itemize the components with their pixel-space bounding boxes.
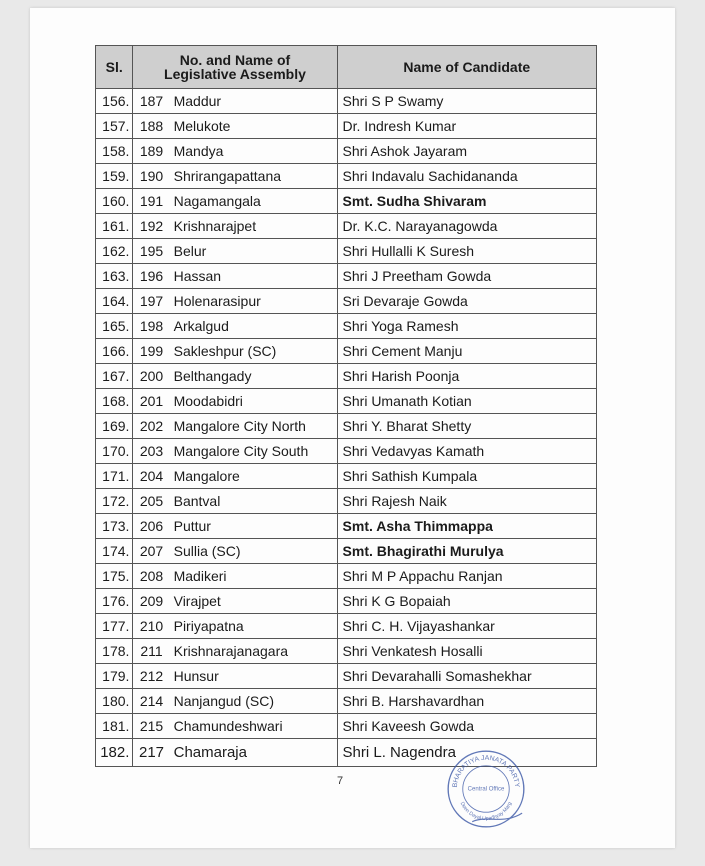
assembly-number-cell: 187 [133,89,170,114]
assembly-number-cell: 207 [133,539,170,564]
table-row [96,714,597,739]
serial-number-cell: 175. [96,564,133,589]
assembly-name-cell: Hassan [170,264,337,289]
candidate-name-cell: Shri Y. Bharat Shetty [337,414,596,439]
table-row [96,89,597,114]
table-row [96,514,597,539]
table-row [96,439,597,464]
assembly-name-cell: Nagamangala [170,189,337,214]
candidate-name-cell: Shri S P Swamy [337,89,596,114]
candidate-name-cell: Shri Devarahalli Somashekhar [337,664,596,689]
assembly-number-cell: 208 [133,564,170,589]
table-row [96,464,597,489]
candidate-name-cell: Shri C. H. Vijayashankar [337,614,596,639]
assembly-number-cell: 210 [133,614,170,639]
assembly-name-cell: Chamaraja [170,739,337,767]
serial-number-cell: 169. [96,414,133,439]
table-header-row [96,46,597,89]
assembly-number-cell: 196 [133,264,170,289]
assembly-name-cell: Krishnarajpet [170,214,337,239]
serial-number-cell: 181. [96,714,133,739]
serial-number-cell: 168. [96,389,133,414]
assembly-number-cell: 202 [133,414,170,439]
assembly-name-cell: Moodabidri [170,389,337,414]
serial-number-cell: 173. [96,514,133,539]
assembly-name-cell: Shrirangapattana [170,164,337,189]
assembly-number-cell: 217 [133,739,170,767]
assembly-name-cell: Chamundeshwari [170,714,337,739]
table-row [96,689,597,714]
assembly-number-cell: 188 [133,114,170,139]
assembly-number-cell: 211 [133,639,170,664]
candidate-name-cell: Shri M P Appachu Ranjan [337,564,596,589]
candidate-name-cell: Shri Harish Poonja [337,364,596,389]
table-row [96,364,597,389]
header-sl: Sl. [96,46,133,89]
header-assembly [133,46,337,89]
assembly-number-cell: 197 [133,289,170,314]
table-row [96,114,597,139]
assembly-number-cell: 191 [133,189,170,214]
candidate-name-cell: Shri Ashok Jayaram [337,139,596,164]
assembly-name-cell: Mangalore City South [170,439,337,464]
assembly-name-cell: Sakleshpur (SC) [170,339,337,364]
table-row [96,189,597,214]
serial-number-cell: 165. [96,314,133,339]
assembly-number-cell: 206 [133,514,170,539]
assembly-name-cell: Bantval [170,489,337,514]
table-row [96,239,597,264]
candidate-name-cell: Dr. K.C. Narayanagowda [337,214,596,239]
header-candidate: Name of Candidate [337,46,596,89]
assembly-number-cell: 204 [133,464,170,489]
assembly-name-cell: Mangalore City North [170,414,337,439]
serial-number-cell: 177. [96,614,133,639]
serial-number-cell: 161. [96,214,133,239]
serial-number-cell: 180. [96,689,133,714]
serial-number-cell: 170. [96,439,133,464]
serial-number-cell: 182. [96,739,133,767]
assembly-name-cell: Puttur [170,514,337,539]
assembly-name-cell: Holenarasipur [170,289,337,314]
candidate-name-cell: Shri L. Nagendra [337,739,596,767]
document-page [30,8,675,848]
page-number: 7 [337,775,344,787]
assembly-name-cell: Mandya [170,139,337,164]
serial-number-cell: 171. [96,464,133,489]
candidate-name-cell: Shri Sathish Kumpala [337,464,596,489]
candidate-table [95,45,597,767]
table-row [96,139,597,164]
candidate-name-cell: Shri B. Harshavardhan [337,689,596,714]
serial-number-cell: 172. [96,489,133,514]
table-row [96,564,597,589]
candidate-name-cell: Smt. Bhagirathi Murulya [337,539,596,564]
assembly-number-cell: 200 [133,364,170,389]
assembly-name-cell: Maddur [170,89,337,114]
party-seal-stamp [443,746,529,832]
assembly-number-cell: 214 [133,689,170,714]
serial-number-cell: 164. [96,289,133,314]
assembly-number-cell: 198 [133,314,170,339]
assembly-number-cell: 205 [133,489,170,514]
candidate-name-cell: Shri Kaveesh Gowda [337,714,596,739]
candidate-name-cell: Shri Rajesh Naik [337,489,596,514]
candidate-name-cell: Shri J Preetham Gowda [337,264,596,289]
table-row [96,214,597,239]
table-row [96,664,597,689]
candidate-name-cell: Shri Cement Manju [337,339,596,364]
candidate-name-cell: Shri Umanath Kotian [337,389,596,414]
assembly-name-cell: Belur [170,239,337,264]
table-row [96,589,597,614]
serial-number-cell: 163. [96,264,133,289]
assembly-number-cell: 201 [133,389,170,414]
assembly-name-cell: Sullia (SC) [170,539,337,564]
assembly-number-cell: 190 [133,164,170,189]
candidate-name-cell: Dr. Indresh Kumar [337,114,596,139]
seal-bottom-text: Deen Dayal Upadhyay Marg [458,801,514,823]
serial-number-cell: 157. [96,114,133,139]
table-row [96,339,597,364]
assembly-name-cell: Virajpet [170,589,337,614]
table-row [96,614,597,639]
assembly-name-cell: Arkalgud [170,314,337,339]
assembly-name-cell: Hunsur [170,664,337,689]
serial-number-cell: 176. [96,589,133,614]
candidate-name-cell: Smt. Sudha Shivaram [337,189,596,214]
table-body [96,89,597,767]
assembly-name-cell: Mangalore [170,464,337,489]
assembly-number-cell: 209 [133,589,170,614]
candidate-name-cell: Shri Vedavyas Kamath [337,439,596,464]
assembly-number-cell: 203 [133,439,170,464]
seal-top-text: BHARATIYA JANATA PARTY [451,754,521,788]
header-assembly-line1: No. and Name of [179,52,291,68]
serial-number-cell: 158. [96,139,133,164]
candidate-name-cell: Shri Hullalli K Suresh [337,239,596,264]
assembly-name-cell: Melukote [170,114,337,139]
serial-number-cell: 178. [96,639,133,664]
header-assembly-line2: Legislative Assembly [164,66,306,82]
serial-number-cell: 166. [96,339,133,364]
table-row [96,264,597,289]
candidate-name-cell: Smt. Asha Thimmappa [337,514,596,539]
candidate-name-cell: Sri Devaraje Gowda [337,289,596,314]
serial-number-cell: 159. [96,164,133,189]
serial-number-cell: 174. [96,539,133,564]
candidate-name-cell: Shri Yoga Ramesh [337,314,596,339]
serial-number-cell: 160. [96,189,133,214]
assembly-number-cell: 199 [133,339,170,364]
serial-number-cell: 167. [96,364,133,389]
assembly-name-cell: Krishnarajanagara [170,639,337,664]
candidate-name-cell: Shri K G Bopaiah [337,589,596,614]
table-row [96,164,597,189]
candidate-name-cell: Shri Indavalu Sachidananda [337,164,596,189]
assembly-name-cell: Belthangady [170,364,337,389]
assembly-number-cell: 189 [133,139,170,164]
table-row [96,414,597,439]
serial-number-cell: 156. [96,89,133,114]
table-row [96,639,597,664]
candidate-name-cell: Shri Venkatesh Hosalli [337,639,596,664]
seal-center-text: Central Office [467,786,505,793]
serial-number-cell: 179. [96,664,133,689]
table-row [96,289,597,314]
assembly-number-cell: 215 [133,714,170,739]
assembly-name-cell: Madikeri [170,564,337,589]
serial-number-cell: 162. [96,239,133,264]
table-row [96,314,597,339]
assembly-name-cell: Nanjangud (SC) [170,689,337,714]
table-row [96,389,597,414]
assembly-number-cell: 192 [133,214,170,239]
table-row [96,539,597,564]
table-row [96,489,597,514]
assembly-number-cell: 212 [133,664,170,689]
assembly-name-cell: Piriyapatna [170,614,337,639]
assembly-number-cell: 195 [133,239,170,264]
